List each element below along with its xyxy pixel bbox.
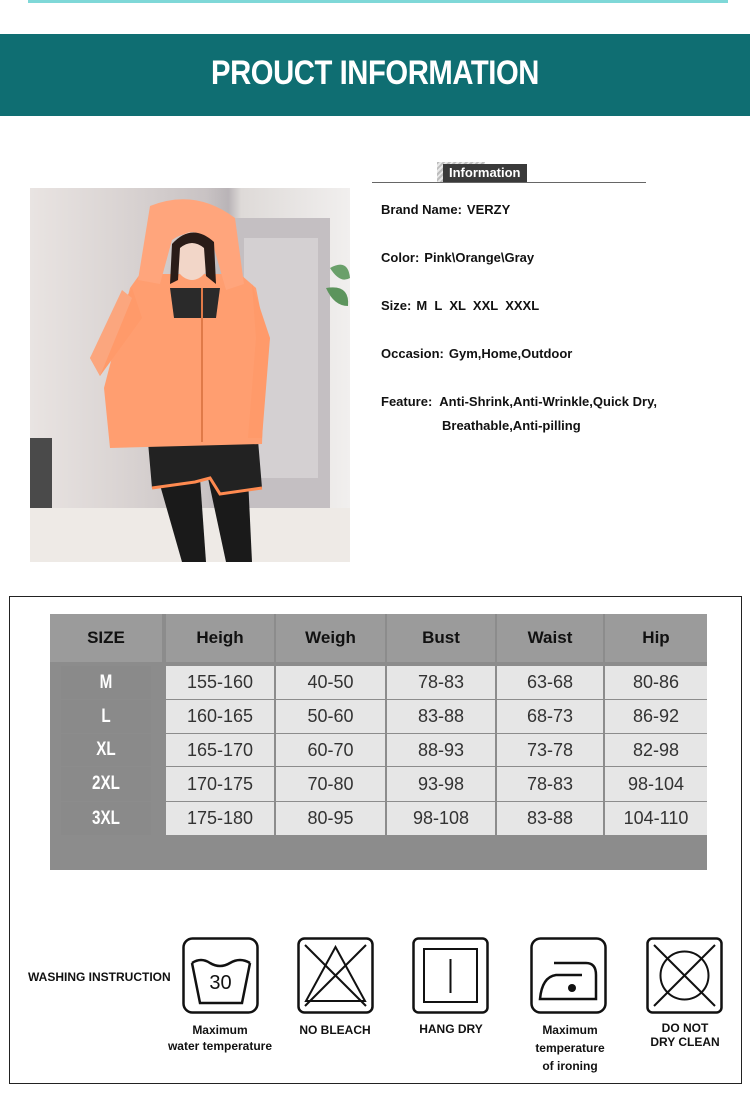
wash-30-icon xyxy=(182,937,259,1014)
table-cell: 63-68 xyxy=(497,666,603,699)
feature-value: Anti-Shrink,Anti-Wrinkle,Quick Dry, xyxy=(439,394,657,409)
size-line xyxy=(381,298,539,313)
banner-title: PROUCT INFORMATION xyxy=(211,54,539,92)
information-label: Information xyxy=(443,164,527,182)
table-size-cell: M xyxy=(61,666,151,699)
inner-top xyxy=(170,288,220,318)
table-size-cell: L xyxy=(61,700,151,733)
table-size-cell: 2XL xyxy=(61,767,151,801)
color-label: Color: xyxy=(381,250,420,265)
iron-caption: Maximum temperature of ironing xyxy=(535,1023,605,1073)
title-banner xyxy=(0,34,750,116)
brand-line xyxy=(381,202,510,217)
top-accent-line xyxy=(28,0,728,3)
table-cell: 78-83 xyxy=(497,767,603,801)
table-cell: 73-78 xyxy=(497,734,603,766)
size-label: Size: xyxy=(381,298,412,313)
no-bleach-caption: NO BLEACH xyxy=(299,1023,371,1037)
table-header-cell: Weigh xyxy=(276,614,385,662)
plant-leaf xyxy=(330,265,350,280)
table-header-cell: Waist xyxy=(497,614,603,662)
washing-instruction-title: WASHING INSTRUCTION xyxy=(28,970,171,984)
brand-value: VERZY xyxy=(466,202,511,217)
table-cell: 83-88 xyxy=(387,700,495,733)
table-cell: 68-73 xyxy=(497,700,603,733)
table-cell: 70-80 xyxy=(276,767,385,801)
table-cell: 40-50 xyxy=(276,666,385,699)
table-cell: 98-104 xyxy=(605,767,707,801)
table-cell: 175-180 xyxy=(166,802,274,835)
iron-icon xyxy=(530,937,607,1014)
color-value: Pink\Orange\Gray xyxy=(424,250,535,265)
table-cell: 170-175 xyxy=(166,767,274,801)
table-size-cell: 3XL xyxy=(61,802,151,835)
table-cell: 155-160 xyxy=(166,666,274,699)
table-cell: 50-60 xyxy=(276,700,385,733)
table-cell: 93-98 xyxy=(387,767,495,801)
table-cell: 104-110 xyxy=(605,802,707,835)
no-bleach-icon xyxy=(297,937,374,1014)
table-header-cell: Heigh xyxy=(166,614,274,662)
table-cell: 80-95 xyxy=(276,802,385,835)
size-value: M L XL XXL XXXL xyxy=(416,298,540,313)
size-table xyxy=(50,614,707,870)
table-cell: 98-108 xyxy=(387,802,495,835)
table-cell: 80-86 xyxy=(605,666,707,699)
table-cell: 86-92 xyxy=(605,700,707,733)
left-furniture xyxy=(30,438,52,508)
no-dry-clean-icon xyxy=(646,937,723,1014)
product-photo-illustration xyxy=(30,188,350,562)
hang-dry-icon xyxy=(412,937,489,1014)
table-cell: 165-170 xyxy=(166,734,274,766)
no-dry-clean-caption: DO NOT DRY CLEAN xyxy=(650,1021,720,1049)
feature-label: Feature: xyxy=(381,394,433,409)
table-cell: 160-165 xyxy=(166,700,274,733)
color-line xyxy=(381,250,534,265)
information-rule xyxy=(372,182,646,183)
table-size-cell: XL xyxy=(61,734,151,766)
table-cell: 78-83 xyxy=(387,666,495,699)
feature-line xyxy=(381,394,657,409)
occasion-line xyxy=(381,346,572,361)
product-photo xyxy=(30,188,350,562)
table-header-cell: Hip xyxy=(605,614,707,662)
table-cell: 88-93 xyxy=(387,734,495,766)
feature-value-continued: Breathable,Anti-pilling xyxy=(442,418,581,433)
occasion-label: Occasion: xyxy=(381,346,444,361)
hang-dry-caption: HANG DRY xyxy=(419,1022,483,1036)
wash-caption: Maximum water temperature xyxy=(167,1023,273,1053)
wash-temperature: 30 xyxy=(209,972,232,994)
table-cell: 83-88 xyxy=(497,802,603,835)
table-cell: 82-98 xyxy=(605,734,707,766)
table-header-cell: SIZE xyxy=(50,614,162,662)
table-cell: 60-70 xyxy=(276,734,385,766)
table-header-cell: Bust xyxy=(387,614,495,662)
occasion-value: Gym,Home,Outdoor xyxy=(448,346,573,361)
brand-label: Brand Name: xyxy=(381,202,462,217)
